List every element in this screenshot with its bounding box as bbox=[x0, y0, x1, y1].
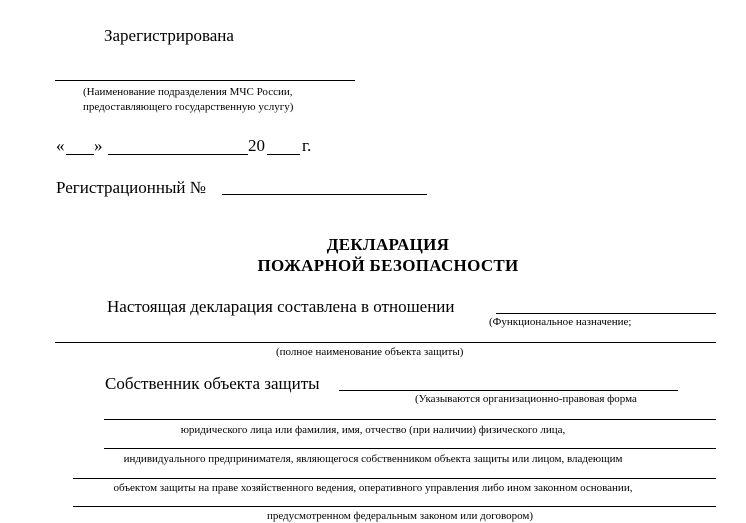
date-day-field-line[interactable] bbox=[66, 154, 94, 155]
mchs-unit-field-line[interactable] bbox=[55, 80, 355, 81]
owner-field-line-2[interactable] bbox=[104, 419, 716, 420]
title-line1: ДЕКЛАРАЦИЯ bbox=[326, 235, 450, 254]
date-close-quote: » bbox=[94, 136, 103, 155]
functional-caption: (Функциональное назначение; bbox=[489, 316, 632, 328]
title-line2: ПОЖАРНОЙ БЕЗОПАСНОСТИ bbox=[257, 256, 519, 275]
registration-number-field-line[interactable] bbox=[222, 194, 427, 195]
registration-number-label: Регистрационный № bbox=[56, 178, 206, 197]
owner-caption-4: объектом защиты на праве хозяйственного ведения, оперативного управления либо ином законном основании, bbox=[113, 482, 633, 494]
owner-caption-1: (Указываются организационно-правовая форма bbox=[415, 393, 637, 405]
mchs-caption-line2: предоставляющего государственную услугу) bbox=[83, 101, 294, 113]
date-month-field-line[interactable] bbox=[108, 154, 248, 155]
object-name-caption: (полное наименование объекта защиты) bbox=[276, 346, 464, 358]
owner-label: Собственник объекта защиты bbox=[105, 374, 320, 393]
owner-field-line-4[interactable] bbox=[73, 478, 716, 479]
owner-field-line-5[interactable] bbox=[73, 506, 716, 507]
owner-caption-2: юридического лица или фамилия, имя, отчество (при наличии) физического лица, bbox=[180, 424, 566, 436]
object-name-field-line[interactable] bbox=[55, 342, 716, 343]
owner-field-line-3[interactable] bbox=[104, 448, 716, 449]
declaration-text: Настоящая декларация составлена в отношении bbox=[107, 297, 455, 316]
owner-caption-5: предусмотренном федеральным законом или договором) bbox=[266, 510, 534, 522]
functional-purpose-field-line[interactable] bbox=[496, 313, 716, 314]
date-year-field-line[interactable] bbox=[267, 154, 300, 155]
owner-caption-3: индивидуального предпринимателя, являющегося собственником объекта защиты или лицом, владеющим bbox=[123, 453, 623, 465]
date-year-suffix: г. bbox=[302, 136, 312, 155]
mchs-caption-line1: (Наименование подразделения МЧС России, bbox=[83, 86, 293, 98]
registered-label: Зарегистрирована bbox=[104, 26, 234, 45]
date-year-prefix: 20 bbox=[248, 136, 265, 155]
owner-field-line[interactable] bbox=[339, 390, 678, 391]
date-open-quote: « bbox=[56, 136, 65, 155]
